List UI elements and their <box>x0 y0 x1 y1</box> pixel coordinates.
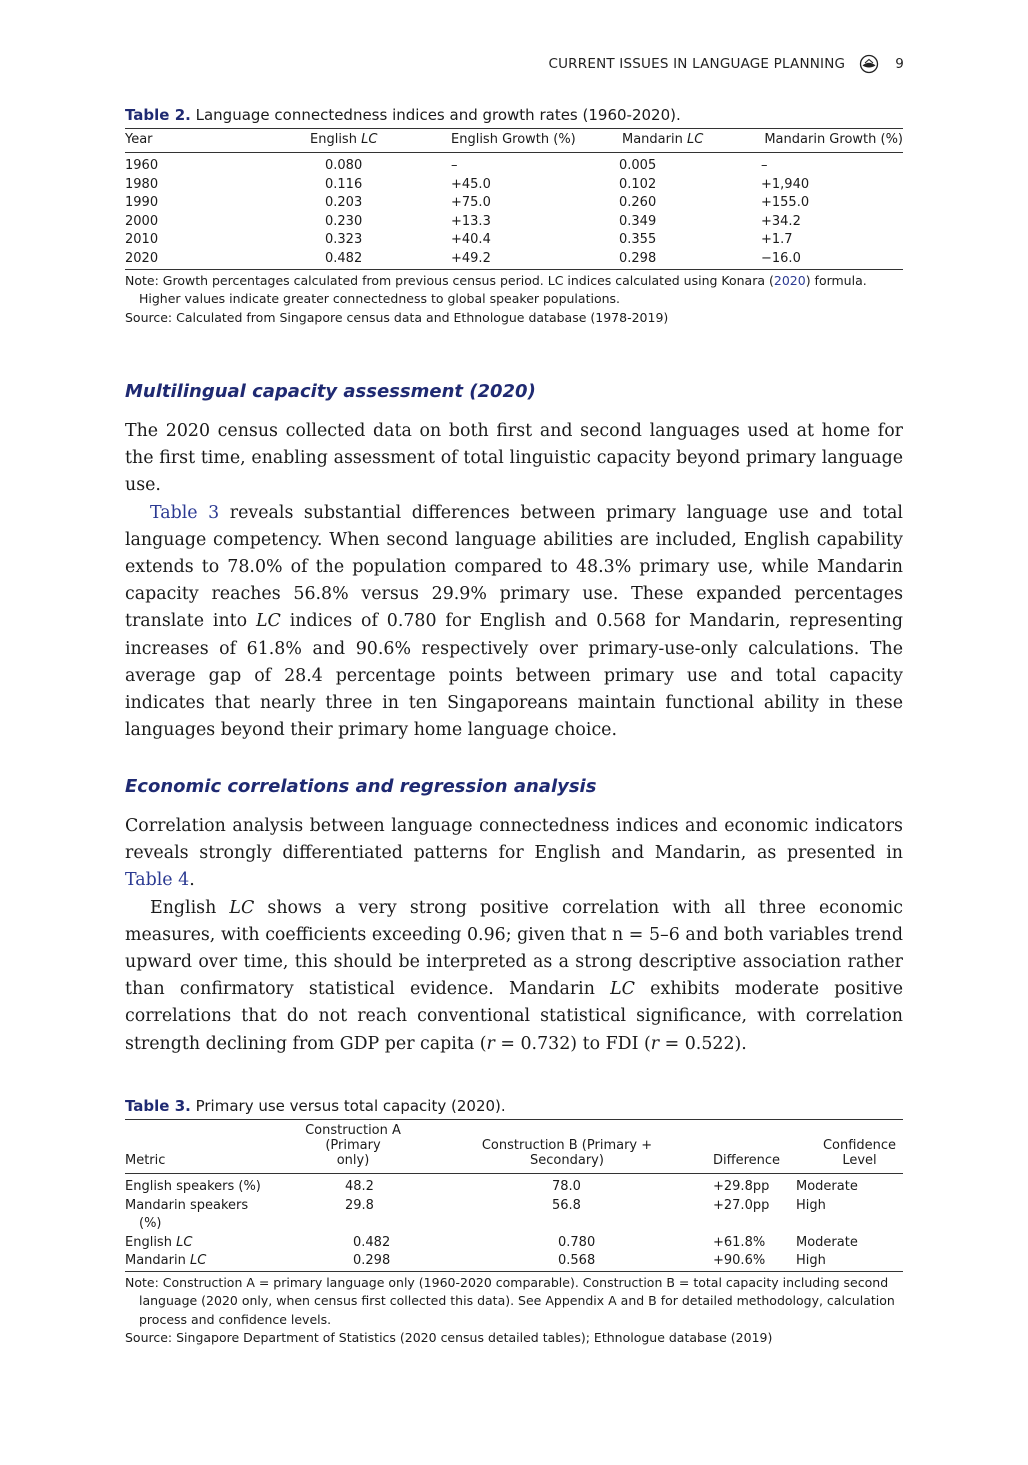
col-header-construction-a: Construction A (Primary only) <box>288 1120 478 1174</box>
table-4-link[interactable]: Table 4 <box>125 870 190 891</box>
paragraph: Correlation analysis between language connectedness indices and economic indicators reveals strongly differentiated patterns for English and Mandarin, as presented in Table 4. <box>125 816 903 891</box>
cell-mandarin-growth: +34.2 <box>761 213 801 229</box>
cell-mandarin-growth: +1,940 <box>761 176 810 192</box>
cell-english-growth: – <box>451 158 458 173</box>
table-row <box>125 1197 903 1234</box>
col-header-mandarin-lc: Mandarin LC <box>597 129 761 153</box>
cell-mandarin-lc: 0.260 <box>619 195 657 211</box>
cell-english-growth: +75.0 <box>451 195 491 211</box>
col-header-confidence: Confidence Level <box>796 1120 903 1174</box>
table-header-row <box>125 129 903 153</box>
section-2-body <box>125 813 903 1058</box>
col-header-english-lc: English LC <box>195 129 389 153</box>
cell-english-growth: +45.0 <box>451 176 491 192</box>
cell-english-lc: 0.323 <box>325 232 363 248</box>
table-2-title: Language connectedness indices and growth rates (1960-2020). <box>190 106 681 124</box>
paragraph: The 2020 census collected data on both first and second languages used at home for the first time, enabling assessment of total linguistic capacity beyond primary language use. <box>125 421 903 496</box>
cell-construction-b: 56.8 <box>552 1197 581 1213</box>
cell-mandarin-lc: 0.102 <box>619 176 657 192</box>
col-header-english-growth: English Growth (%) <box>389 129 597 153</box>
section-1-body <box>125 418 903 744</box>
col-header-metric: Metric <box>125 1120 288 1174</box>
table-3-link[interactable]: Table 3 <box>150 502 220 523</box>
cell-construction-b: 0.568 <box>478 1252 711 1271</box>
cell-year: 1990 <box>125 195 159 211</box>
journal-title: CURRENT ISSUES IN LANGUAGE PLANNING <box>548 56 846 72</box>
cell-english-lc: 0.482 <box>195 250 389 269</box>
table-2-note: Note: Growth percentages calculated from previous census period. LC indices calculated using Konara (2020) formula. Higher values indicate greater connectedness to global speaker populations. <box>125 272 867 307</box>
paragraph: English LC shows a very strong positive correlation with all three economic measures, with coefficients exceeding 0.96; given that n = 5–6 and both variables trend upward over time, this should be interpreted as a strong descriptive association rather than confirmatory statistical evidence. Mandarin LC exhibits moderate positive correlations that do not reach conventional statistical significance, with correlation strength declining from GDP per capita (r = 0.732) to FDI (r = 0.522). <box>125 897 904 1054</box>
cell-english-lc: 0.116 <box>325 176 363 192</box>
citation-link-konara[interactable]: 2020 <box>773 272 806 288</box>
cell-year: 1980 <box>125 176 159 192</box>
publisher-logo-icon <box>859 54 879 74</box>
cell-metric: English speakers (%) <box>125 1179 261 1194</box>
col-header-difference: Difference <box>711 1120 796 1174</box>
cell-year: 2010 <box>125 232 159 248</box>
cell-confidence: High <box>796 1197 826 1213</box>
cell-metric: English LC <box>125 1234 193 1250</box>
section-heading-multilingual: Multilingual capacity assessment (2020) <box>125 381 536 402</box>
cell-english-lc: 0.080 <box>325 158 363 173</box>
table-row <box>125 194 903 213</box>
cell-metric: Mandarin LC <box>125 1252 288 1271</box>
cell-english-growth: +40.4 <box>451 232 491 248</box>
table-2-caption <box>125 106 903 124</box>
cell-english-lc: 0.203 <box>325 195 363 211</box>
col-header-construction-b: Construction B (Primary + Secondary) <box>478 1120 711 1174</box>
cell-english-lc: 0.230 <box>325 213 363 229</box>
cell-construction-b: 0.780 <box>558 1234 596 1250</box>
table-2 <box>125 106 903 327</box>
cell-mandarin-lc: 0.349 <box>619 213 657 229</box>
cell-mandarin-lc: 0.005 <box>619 158 657 173</box>
cell-metric: Mandarin speakers (%) <box>125 1197 249 1232</box>
table-row <box>125 1252 903 1271</box>
table-row <box>125 231 903 250</box>
cell-year: 1960 <box>125 158 159 173</box>
cell-difference: +29.8pp <box>713 1179 770 1194</box>
cell-construction-b: 78.0 <box>552 1179 581 1194</box>
table-row <box>125 1234 903 1253</box>
table-3-note: Note: Construction A = primary language only (1960-2020 comparable). Construction B = total capacity including second language (2020 only, when census first collected this data). See Appendix A and B for detailed methodology, calculation process and confidence levels. <box>125 1274 895 1327</box>
cell-english-growth: +49.2 <box>389 250 597 269</box>
cell-difference: +27.0pp <box>713 1197 770 1213</box>
table-row <box>125 250 903 269</box>
paragraph: Table 3 reveals substantial differences between primary language use and total language competency. When second language abilities are included, English capability extends to 78.0% of the population compared to 48.3% primary use, while Mandarin capacity reaches 56.8% versus 29.9% primary use. These expanded percentages translate into LC indices of 0.780 for English and 0.568 for Mandarin, representing increases of 61.8% and 90.6% respectively over primary-use-only calculations. The average gap of 28.4 percentage points between primary use and total capacity indicates that nearly three in ten Singaporeans maintain functional ability in these languages beyond their primary home language choice. <box>125 502 903 741</box>
cell-year: 2020 <box>125 250 195 269</box>
page-number: 9 <box>895 56 904 72</box>
table-2-grid <box>125 128 903 270</box>
table-row <box>125 176 903 195</box>
table-3-caption <box>125 1097 903 1115</box>
table-2-note-block <box>125 272 903 328</box>
cell-year: 2000 <box>125 213 159 229</box>
cell-confidence: Moderate <box>796 1234 858 1250</box>
table-row <box>125 153 903 176</box>
cell-confidence: Moderate <box>796 1179 858 1194</box>
table-3-label: Table 3. <box>125 1097 191 1115</box>
table-3-grid <box>125 1119 903 1272</box>
cell-difference: +61.8% <box>713 1234 766 1250</box>
cell-mandarin-lc: 0.355 <box>619 232 657 248</box>
cell-mandarin-growth: – <box>761 158 768 173</box>
table-row <box>125 213 903 232</box>
running-header <box>548 54 904 74</box>
table-3-title: Primary use versus total capacity (2020). <box>190 1097 506 1115</box>
col-header-mandarin-growth: Mandarin Growth (%) <box>761 129 903 153</box>
cell-mandarin-growth: +1.7 <box>761 232 793 248</box>
table-3 <box>125 1097 903 1348</box>
cell-confidence: High <box>796 1252 903 1271</box>
section-heading-economic: Economic correlations and regression analysis <box>125 776 597 797</box>
table-2-label: Table 2. <box>125 106 191 124</box>
table-2-source: Source: Calculated from Singapore census data and Ethnologue database (1978-2019) <box>125 309 669 325</box>
cell-mandarin-growth: +155.0 <box>761 195 810 211</box>
cell-construction-a: 0.482 <box>353 1234 391 1250</box>
table-3-source: Source: Singapore Department of Statistics (2020 census detailed tables); Ethnologue database (2019) <box>125 1330 773 1346</box>
cell-difference: +90.6% <box>711 1252 796 1271</box>
cell-construction-a: 0.298 <box>288 1252 478 1271</box>
table-3-note-block <box>125 1274 903 1348</box>
cell-english-growth: +13.3 <box>451 213 491 229</box>
col-header-year: Year <box>125 129 195 153</box>
table-row <box>125 1174 903 1197</box>
cell-construction-a: 29.8 <box>345 1197 374 1213</box>
cell-mandarin-lc: 0.298 <box>597 250 761 269</box>
cell-mandarin-growth: −16.0 <box>761 250 903 269</box>
cell-construction-a: 48.2 <box>345 1179 374 1194</box>
table-header-row <box>125 1120 903 1174</box>
